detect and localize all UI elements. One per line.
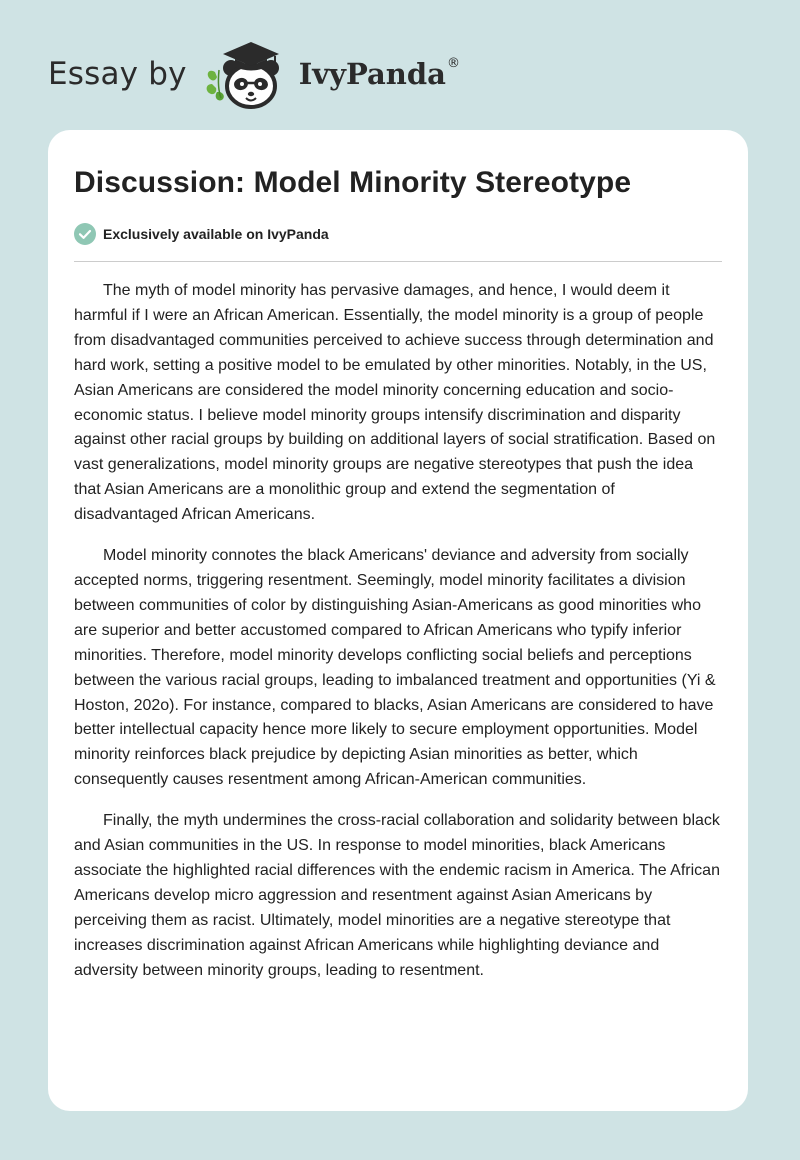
- paragraph: Finally, the myth undermines the cross-racial collaboration and solidarity between black and Asian communities in the US. In response to model minorities, black Americans associate the highlighted racial differences with the endemic racism in America. The African Americans develop micro aggression and resentment against Asian Americans by perceiving them as racist. Ultimately, model minorities are a negative stereotype that increases discrimination against African Americans while highlighting deviance and adversity between minority groups, leading to resentment.: [74, 812, 720, 979]
- exclusive-badge-label: Exclusively available on IvyPanda: [103, 226, 329, 242]
- paragraph: The myth of model minority has pervasive damages, and hence, I would deem it harmful if I were an African American. Essentially, the model minority is a group of people from disadvantaged communities perceived to achieve success through determination and hard work, setting a positive model to be emulated by other minorities. Notably, in the US, Asian Americans are considered the model minority concerning education and socio-economic status. I believe model minority groups intensify discrimination and disparity against other racial groups by building on additional layers of social stratification. Based on vast generalizations, model minority groups are negative stereotypes that push the idea that Asian Americans are a monolithic group and extend the segmentation of disadvantaged African Americans.: [74, 282, 716, 524]
- title-divider: [74, 261, 722, 262]
- panda-graduate-icon: [201, 34, 293, 114]
- essay-body: [74, 279, 722, 999]
- page-title: Discussion: Model Minority Stereotype: [74, 166, 632, 199]
- check-circle-icon: [74, 223, 96, 245]
- registered-mark: ®: [446, 55, 460, 71]
- exclusive-badge: [74, 223, 329, 245]
- paragraph: Model minority connotes the black Americans' deviance and adversity from socially accepted norms, triggering resentment. Seemingly, model minority facilitates a division between communities of color by distinguishing Asian-Americans as good minorities who are superior and better accustomed compared to African Americans who typify inferior minorities. Therefore, model minority develops conflicting social beliefs and perceptions between the various racial groups, leading to imbalanced treatment and opportunities (Yi & Hoston, 202o). For instance, compared to blacks, Asian Americans are considered to have better intellectual capacity hence more likely to secure employment opportunities. Model minority reinforces black prejudice by depicting Asian minorities as better, which consequently causes resentment among African-American communities.: [74, 547, 716, 789]
- brand-name[interactable]: IvyPanda®: [298, 55, 460, 91]
- essay-by-label: Essay by: [48, 55, 187, 92]
- essay-card: [48, 130, 748, 1111]
- site-header: [48, 34, 460, 114]
